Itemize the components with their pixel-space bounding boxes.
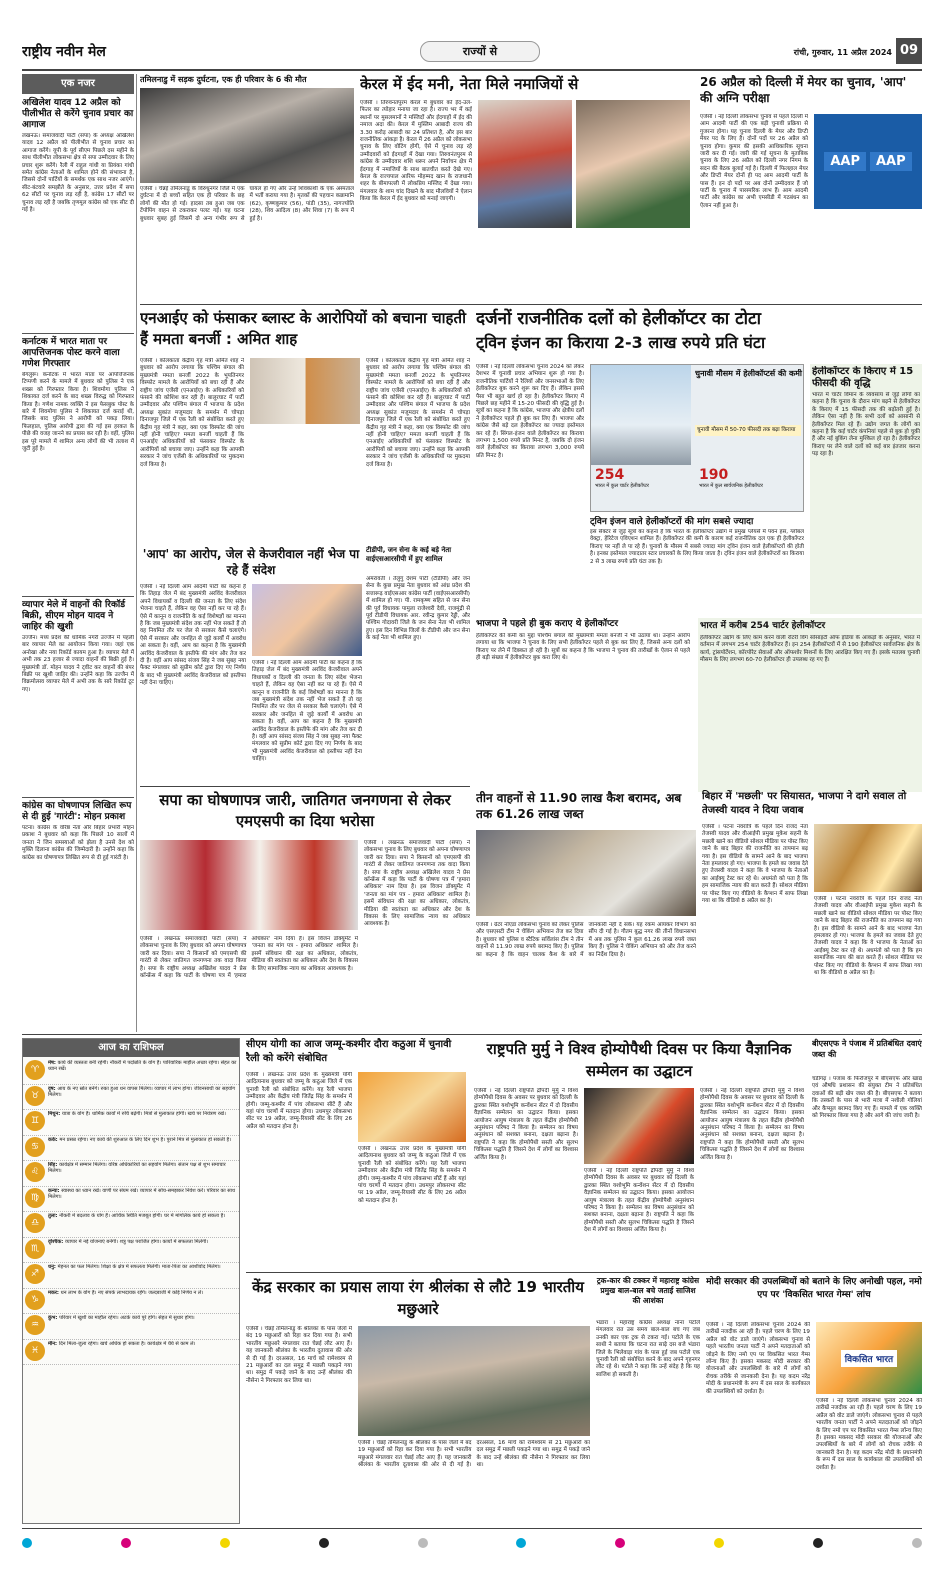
zodiac-icon: ♌	[25, 1162, 45, 1182]
tamilnadu-photo	[140, 88, 354, 183]
rashifal-row	[23, 1187, 239, 1213]
india-helicopter-heading: भारत में करीब 254 चार्टर हेलीकॉप्टर	[700, 621, 826, 631]
bihar-body-col1	[702, 824, 808, 1028]
zodiac-name: मेष:	[48, 1060, 58, 1066]
ek-nazar-item	[22, 596, 134, 793]
kerala-headline: केरल में ईद मनी, नेता मिले नमाजियों से	[360, 75, 579, 93]
rashifal-row	[23, 1314, 239, 1340]
ek-nazar-item	[22, 797, 134, 945]
rashifal-list	[23, 1057, 239, 1367]
modi-story	[706, 1276, 922, 1524]
kejriwal-body: एजेंसी । नई दिल्ली आम आदमी पार्टी का कहना है कि तिहाड़ जेल में बंद मुख्यमंत्री अरविंद केजरीवाल अपने विधायकों व दिल्ली की जनता के लिए संदेश भेजना चाहते हैं, लेकिन वह ऐसा नहीं कर पा रहे हैं। ऐसे में कानून व राजनीति के कई विशेषज्ञों का मानना है कि जब मुख्यमंत्री संदेश तक नहीं भेज सकते हैं तो वह नियमित तौर पर जेल से सरकार कैसे चलाएंगे। ऐसे में सरकार और जनहित से जुड़े कार्यों में अवरोध आ सकता है। वहीं, आप का कहना है कि मुख्यमंत्री अरविंद केजरीवाल के इस्तीफे की मांग और तेज कर दी है। वहीं आप सांसद संजय सिंह ने जब सुबह नया फैक्ट मंगलवार को सुप्रीम कोर्ट द्वारा दिए गए निर्णय के बाद भी मुख्यमंत्री अरविंद केजरीवाल को इस्तीफा नहीं देना चाहिए।	[252, 660, 362, 763]
ek-nazar-header: एक नजर	[22, 74, 134, 94]
helicopter-body-col1	[476, 364, 584, 612]
tdp-body: अमरावती । तेलुगु देशम पार्टी (टीडीपी) और जन सेना के कुछ प्रमुख नेता बुधवार को आंध्र प्रदेश की सत्तारूढ़ वाईएसआर कांग्रेस पार्टी (वाईएसआरसीपी) में शामिल हो गए। पी. रामकृष्ण सहित से जन सेना की पूर्व विधायक पामुला राजेश्वरी देवी, राजमुंद्री से पूर्व टीडीपी विधायक आर. रवीन्द्र कुमार रेड्डी, और पश्चिम गोदावरी जिले के जन सेना नेता भी शामिल हुए। इस दिन विभिन्न जिलों के टीडीपी और जन सेना के कई नेता भी शामिल हुए।	[366, 576, 470, 642]
yogi-body-col2	[358, 1146, 466, 1268]
tdp-story	[366, 546, 470, 782]
rashifal-row	[23, 1085, 239, 1111]
stat-1-label: भारत में कुल चार्टर हेलीकॉप्टर	[595, 483, 649, 489]
tamilnadu-story	[140, 74, 354, 302]
section-title: राज्यों से	[462, 45, 498, 58]
mamata-story	[140, 308, 470, 543]
zodiac-icon: ♈	[25, 1060, 45, 1080]
ek-nazar-item-body: लखनऊ। समाजवादी पार्टी (सपा) के अध्यक्ष अखिलेश यादव 12 अप्रैल को पीलीभीत से चुनाव प्रचार का आगाज करेंगे। यूपी के पूर्व सीएम पिछले दस महीने के साथ पीलीभीत लोकसभा क्षेत्र से सपा उम्मीदवार के लिए प्रचार शुरू करेंगे। रैली में राहुल गांधी या प्रियंका गांधी समेत कांग्रेस नेताओं के शामिल होने की संभावना है, जिससे दोनों पार्टियों के समर्थक एक साथ नजर आएंगे। सीट-बंटवारे समझौते के अनुसार, उत्तर प्रदेश में सपा 62 सीटों पर चुनाव लड़ रही है, कांग्रेस 17 सीटों पर चुनाव लड़ रही है जबकि तृणमूल कांग्रेस को एक सीट दी गई है।	[22, 133, 134, 214]
zodiac-icon: ♑	[25, 1290, 45, 1310]
delhi-mayor-photo	[814, 114, 922, 209]
kejriwal-photo	[252, 584, 362, 656]
rashifal-row	[23, 1161, 239, 1187]
modi-body-col2	[816, 1398, 922, 1522]
masthead-rule	[22, 69, 922, 71]
zodiac-name: तुला:	[48, 1213, 60, 1219]
kejriwal-story	[140, 546, 362, 782]
punjab-story	[812, 1038, 922, 1270]
maharashtra-headline: ट्रक-कार की टक्कर में महाराष्ट्र कांग्रेस प्रमुख बाल-बाल बचे जताई साजिश की आशंका	[596, 1276, 700, 1305]
zodiac-name: कर्क:	[48, 1136, 60, 1143]
stat-1-value: 254	[595, 467, 625, 483]
rashifal-row	[23, 1263, 239, 1289]
rashifal-text: वृश्चिक: व्यापार में नई योजनाएं बनेंगी। शत्रु पक्ष पराजित होगा। कार्यों में सफलता मिलेगी।	[48, 1238, 209, 1245]
zodiac-icon: ♐	[25, 1264, 45, 1284]
zodiac-icon: ♉	[25, 1086, 45, 1106]
helicopter-sidebar-heading: हेलीकॉप्टर के किराए में 15 फीसदी की वृद्धि	[812, 366, 914, 389]
zodiac-icon: ♒	[25, 1315, 45, 1335]
sapa-body-bottom	[140, 936, 358, 1028]
modi-body: एजेंसी । नई दिल्ली लोकसभा चुनाव 2024 की तारीखें नजदीक आ रही हैं। पहले चरण के लिए 19 अप्रैल को वोट डाले जाएंगे। लोकसभा चुनाव से पहले भारतीय जनता पार्टी ने अपने मतदाताओं को जोड़ने के लिए नमो एप पर विकसित भारत गेम्स लॉन्च किए हैं। इसका मकसद मोदी सरकार की योजनाओं और उपलब्धियों के बारे में लोगों को रोचक तरीके से जानकारी देना है। यह कदम नरेंद्र मोदी के प्रधानमंत्री के रूप में दस साल के कार्यकाल की उपलब्धियों को दर्शाता है।	[816, 1398, 922, 1471]
fishermen-body-bottom	[358, 1440, 590, 1522]
kejriwal-headline: 'आप' का आरोप, जेल से केजरीवाल नहीं भेज पा रहे हैं संदेश	[142, 547, 360, 577]
fishermen-body: एजेंसी । चेन्नई तमिलनाडु के श्रीलंका के पास जेलों में बंद 19 मछुआरों को रिहा कर दिया गया है। सभी भारतीय मछुआरे मंगलवार रात चेन्नई लौट आए हैं। यह जानकारी श्रीलंका के भारतीय दूतावास की ओर से दी गई है। दरअसल, 16 मार्च को रामेश्वरम से 21 मछुआरों का दल समुद्र में मछली पकड़ने गया था। समुद्र में पकड़े जाने के बाद उन्हें श्रीलंका की नौसेना ने गिरफ्तार कर लिया था।	[246, 1326, 352, 1384]
zodiac-name: मकर:	[48, 1289, 61, 1296]
rashifal-text: कुंभ: परिवार में खुशी का माहौल रहेगा। अटके कार्य पूरे होंगे। सेहत में सुधार होगा।	[48, 1315, 195, 1321]
zodiac-icon: ♊	[25, 1111, 45, 1131]
zodiac-name: मीन:	[48, 1340, 59, 1347]
maharashtra-story	[596, 1276, 700, 1524]
ek-nazar-column	[22, 74, 134, 1032]
modi-body-col1	[706, 1322, 810, 1522]
rashifal-text: मकर: धन लाभ के योग हैं। नए संपर्क लाभदायक रहेंगे। जल्दबाजी में कोई निर्णय न लें।	[48, 1289, 204, 1296]
ek-nazar-item-title: कांग्रेस का घोषणापत्र लिखित रूप से दी हुई 'गारंटी': मोहन प्रकाश	[22, 801, 132, 822]
sapa-body: एजेंसी । लखनऊ समाजवादी पार्टी (सपा) ने लोकसभा चुनाव के लिए बुधवार को अपना घोषणापत्र जारी कर दिया। सपा ने किसानों को एमएसपी की गारंटी से लेकर जातिगत जनगणना तक वादा किया है। सपा के राष्ट्रीय अध्यक्ष अखिलेश यादव ने प्रेस कॉन्फ्रेंस में कहा कि पार्टी के घोषणा पत्र में 'हमारा अधिकार' नाम दिया है। इस विजन डॉक्यूमेंट में 'जनता का मांग पत्र - हमारा अधिकार' शामिल है। इसमें संविधान की रक्षा का अधिकार, लोकतंत्र, मीडिया की स्वतंत्रता का अधिकार और देश के विकास के लिए सामाजिक न्याय का अधिकार आवश्यक है।	[364, 840, 470, 928]
helicopter-sub1-heading: ट्विन इंजन वाले हेलीकॉप्टरों की मांग सबसे ज्यादा	[590, 517, 754, 527]
murmu-story	[474, 1038, 804, 1270]
bihar-body-col2	[814, 896, 922, 1028]
rashifal-text: मेष: कार्य की व्यस्तता बनी रहेगी। नौकरी में पदोन्नति के योग हैं। पारिवारिक माहौल अच्छा रहेगा। सेहत का ध्यान रखें।	[48, 1060, 237, 1073]
modi-body: एजेंसी । नई दिल्ली लोकसभा चुनाव 2024 की तारीखें नजदीक आ रही हैं। पहले चरण के लिए 19 अप्रैल को वोट डाले जाएंगे। लोकसभा चुनाव से पहले भारतीय जनता पार्टी ने अपने मतदाताओं को जोड़ने के लिए नमो एप पर विकसित भारत गेम्स लॉन्च किए हैं। इसका मकसद मोदी सरकार की योजनाओं और उपलब्धियों के बारे में लोगों को रोचक तरीके से जानकारी देना है। यह कदम नरेंद्र मोदी के प्रधानमंत्री के रूप में दस साल के कार्यकाल की उपलब्धियों को दर्शाता है।	[706, 1322, 810, 1395]
fishermen-story	[246, 1276, 590, 1524]
mamata-headline: एनआईए को फंसाकर ब्लास्ट के आरोपियों को बचाना चाहती हैं ममता बनर्जी : अमित शाह	[140, 309, 466, 348]
delhi-mayor-story	[700, 74, 922, 304]
sapa-headline: सपा का घोषणापत्र जारी, जातिगत जनगणना से लेकर एमएसपी का दिया भरोसा	[159, 791, 451, 830]
murmu-body: एजेंसी । नई दिल्ली राष्ट्रपति द्रौपदी मुर्मु ने विश्व होम्योपैथी दिवस के अवसर पर बुधवार को दिल्ली के द्वारका स्थित यशोभूमि कन्वेंशन सेंटर में दो दिवसीय वैज्ञानिक सम्मेलन का उद्घाटन किया। इसका आयोजन आयुष मंत्रालय के तहत केंद्रीय होम्योपैथी अनुसंधान परिषद ने किया है। सम्मेलन का विषय अनुसंधान को सशक्त बनाना, दक्षता बढ़ाना है। राष्ट्रपति ने कहा कि होम्योपैथी सस्ती और सुलभ चिकित्सा पद्धति है जिसने देश में लोगों का विश्वास अर्जित किया है।	[700, 1088, 804, 1161]
helicopter-story	[476, 308, 922, 798]
rashifal-header: आज का राशिफल	[23, 1039, 239, 1057]
yogi-body-col1	[246, 1072, 352, 1268]
helicopter-graphic-title: चुनावी मौसम में हेलीकॉप्टर्स की कमी	[695, 369, 802, 378]
rashifal-text: मिथुन: यात्रा के योग हैं। धार्मिक कार्यों में रुचि बढ़ेगी। मित्रों से मुलाकात होगी। खर्च पर नियंत्रण रखें।	[48, 1111, 226, 1117]
india-helicopter-section	[698, 618, 922, 792]
delhi-mayor-body: एजेंसी । नई दिल्ली लोकसभा चुनाव से पहले दिल्ली में आम आदमी पार्टी की एक बड़ी चुनावी प्रक्रिया से गुजरना होगा। यह चुनाव दिल्ली के मेयर और डिप्टी मेयर पद के लिए है। दोनों पदों पर 26 अप्रैल को चुनाव होगा। कुमार की इसकी आधिकारिक सूचना जारी कर दी गई। जारी की गई सूचना के मुताबिक चुनाव के लिए 26 अप्रैल को दिल्ली नगर निगम के सदन की बैठक बुलाई गई है। दिल्ली में फिलहाल मेयर और डिप्टी मेयर दोनों ही पद आम आदमी पार्टी के पास हैं। इन दो पदों पर अब दोनों उम्मीदवार हैं जो पार्टी के चुनाव में पारस्परिक लाभ हैं। आम आदमी पार्टी और कांग्रेस का अभी एमसीडी में गठबंधन का ऐलान नहीं हुआ है।	[700, 114, 808, 209]
color-registration-strip	[22, 1536, 922, 1550]
zodiac-name: मिथुन:	[48, 1111, 62, 1117]
dateline: रांची, गुरुवार, 11 अप्रैल 2024	[793, 48, 892, 57]
rashifal-row	[23, 1110, 239, 1136]
ek-nazar-item-title: अखिलेश यादव 12 अप्रैल को पीलीभीत से करेंगे चुनाव प्रचार का आगाज	[22, 98, 134, 130]
kerala-body-col1	[360, 100, 472, 300]
fishermen-body: एजेंसी । चेन्नई तमिलनाडु के श्रीलंका के पास जेलों में बंद 19 मछुआरों को रिहा कर दिया गया है। सभी भारतीय मछुआरे मंगलवार रात चेन्नई लौट आए हैं। यह जानकारी श्रीलंका के भारतीय दूतावास की ओर से दी गई है। दरअसल, 16 मार्च को रामेश्वरम से 21 मछुआरों का दल समुद्र में मछली पकड़ने गया था। समुद्र में पकड़े जाने के बाद उन्हें श्रीलंका की नौसेना ने गिरफ्तार कर लिया था।	[358, 1440, 590, 1469]
rashifal-row	[23, 1289, 239, 1315]
rashifal-row	[23, 1059, 239, 1085]
rashifal-text: वृष: आय के नए स्रोत बनेंगे। रुका हुआ धन वापस मिलेगा। व्यापार में लाभ होगा। जीवनसाथी का सहयोग मिलेगा।	[48, 1085, 236, 1098]
tdp-headline: टीडीपी, जन सेना के कई बड़े नेता वाईएसआरसीपी में हुए शामिल	[366, 546, 452, 563]
zodiac-icon: ♎	[25, 1213, 45, 1233]
stat-2-value: 190	[699, 467, 729, 483]
modi-graphic	[816, 1322, 922, 1394]
ek-nazar-item-title: कर्नाटक में भारत माता पर आपत्तिजनक पोस्ट करने वाला गणेश गिरफ्तार	[22, 337, 120, 369]
sapa-body-col3	[364, 840, 470, 1028]
cash-headline: तीन वाहनों से 11.90 लाख कैश बरामद, अब तक 61.26 लाख जब्त	[476, 791, 682, 821]
ek-nazar-item	[22, 333, 134, 592]
helicopter-stat-2	[699, 467, 799, 489]
helicopter-sidebar	[810, 364, 922, 614]
kejriwal-body: एजेंसी । नई दिल्ली आम आदमी पार्टी का कहना है कि तिहाड़ जेल में बंद मुख्यमंत्री अरविंद केजरीवाल अपने विधायकों व दिल्ली की जनता के लिए संदेश भेजना चाहते हैं, लेकिन वह ऐसा नहीं कर पा रहे हैं। ऐसे में कानून व राजनीति के कई विशेषज्ञों का मानना है कि जब मुख्यमंत्री संदेश तक नहीं भेज सकते हैं तो वह नियमित तौर पर जेल से सरकार कैसे चलाएंगे। ऐसे में सरकार और जनहित से जुड़े कार्यों में अवरोध आ सकता है। वहीं, आप का कहना है कि मुख्यमंत्री अरविंद केजरीवाल के इस्तीफे की मांग और तेज कर दी है। वहीं आप सांसद संजय सिंह ने जब सुबह नया फैक्ट मंगलवार को सुप्रीम कोर्ट द्वारा दिए गए निर्णय के बाद भी मुख्यमंत्री अरविंद केजरीवाल को इस्तीफा नहीं देना चाहिए।	[140, 584, 246, 687]
sapa-story	[140, 790, 470, 1030]
tamilnadu-headline: तमिलनाडु में सड़क दुर्घटना, एक ही परिवार के 6 की मौत	[140, 75, 307, 84]
tamilnadu-body: एजेंसी । चेन्नई तमिलनाडु के विरुधुनगर जिले में एक दुर्घटना में दो बच्चों सहित एक ही परिवार के छह लोगों की मौत हो गई। हादसा तब हुआ जब एक टेंपोपिंग वाहन से टकराकर पलट गई। यह घटना बुधवार सुबह हुई जिसमें दो अन्य गंभीर रूप से घायल हो गए और उन्हें शिवकाशी के एक अस्पताल में भर्ती कराया गया है। मृतकों की पहचान कन्नामानि (62), कृष्णकुमार (56), पांडी (35), नागज्योति (28), शिव आदित्य (8) और शिवा (7) के रूप में हुई है।	[140, 186, 354, 222]
ek-nazar-item-body: पटना। कांग्रेस के वरिष्ठ नेता और बिहार प्रभारी मोहन प्रकाश ने बुधवार को कहा कि पिछले 10 सालों में जनता ने जिन समस्याओं को झेला है उनसे देश को मुक्ति दिलाना कांग्रेस की जिम्मेदारी है। उन्होंने कहा कि कांग्रेस का घोषणापत्र लिखित रूप से दी हुई गारंटी है।	[22, 825, 134, 861]
kerala-photo-1	[478, 100, 572, 228]
modi-graphic-text: विकसित भारत	[841, 1350, 897, 1367]
rashifal-text: कर्क: मन प्रसन्न रहेगा। नए कार्य की शुरुआत के लिए दिन शुभ है। पुराने मित्र से मुलाकात हो सकती है।	[48, 1136, 232, 1143]
zodiac-name: वृष:	[48, 1085, 58, 1092]
helicopter-image	[591, 365, 691, 465]
zodiac-name: कन्या:	[48, 1187, 62, 1194]
zodiac-icon: ♋	[25, 1137, 45, 1157]
delhi-mayor-body-col1	[700, 114, 808, 302]
horizontal-rule	[140, 786, 470, 787]
zodiac-name: सिंह:	[48, 1162, 60, 1168]
page-number: 09	[896, 38, 922, 64]
rashifal-text: कन्या: स्वास्थ्य का ध्यान रखें। वाणी पर संयम रखें। व्यापार में सोच-समझकर निवेश करें। परिवार का साथ मिलेगा।	[48, 1187, 236, 1200]
mamata-body: एजेंसी । कोलकाता केंद्रीय गृह मंत्री अमित शाह ने बुधवार को आरोप लगाया कि पश्चिम बंगाल की मुख्यमंत्री ममता बनर्जी 2022 के भूपतिनगर विस्फोट मामले के आरोपियों को बचा रही हैं और राष्ट्रीय जांच एजेंसी (एनआईए) के अधिकारियों को फंसाने की कोशिश कर रही हैं। बालुरघाट में पार्टी उम्मीदवार और पश्चिम बंगाल में भाजपा के प्रदेश अध्यक्ष सुकांत मजूमदार के समर्थन में चोपड़ा दिनाजपुर जिले में एक रैली को संबोधित करते हुए केंद्रीय गृह मंत्री ने कहा, क्या एक विस्फोट की जांच नहीं होनी चाहिए? ममता बनर्जी चाहती हैं कि एनआईए अधिकारियों को फंसाकर विस्फोट के आरोपियों को बचाया जाए। उन्होंने कहा कि आपकी सरकार ने जांच एजेंसी के अधिकारियों पर मुकदमा दर्ज किया है।	[366, 358, 470, 468]
paper-name: राष्ट्रीय नवीन मेल	[22, 44, 106, 60]
bjp-helicopter-heading: भाजपा ने पहले ही बुक कराए थे हेलीकॉप्टर	[476, 619, 619, 629]
murmu-body-col3	[700, 1088, 804, 1268]
helicopter-headline-main: ट्विन इंजन का किराया 2-3 लाख रुपये प्रति घंटा	[476, 333, 766, 352]
zodiac-name: वृश्चिक:	[48, 1238, 65, 1245]
rashifal-text: तुला: नौकरी में बदलाव के योग हैं। आर्थिक स्थिति मजबूत होगी। घर में मांगलिक कार्य हो सकता है।	[48, 1213, 226, 1219]
zodiac-icon: ♏	[25, 1239, 45, 1259]
bjp-helicopter-section	[476, 618, 690, 792]
zodiac-name: कुंभ:	[48, 1315, 60, 1321]
zodiac-icon: ♍	[25, 1188, 45, 1208]
zodiac-icon: ♓	[25, 1341, 45, 1361]
yogi-body: एजेंसी । लखनऊ उत्तर प्रदेश के मुख्यमंत्री योगी आदित्यनाथ बुधवार को जम्मू के कठुआ जिले में एक चुनावी रैली को संबोधित करेंगे। यह रैली भाजपा उम्मीदवार और केंद्रीय मंत्री जितेंद्र सिंह के समर्थन में होगी। जम्मू-कश्मीर में पांच लोकसभा सीटें हैं और यहां पांच चरणों में मतदान होगा। उधमपुर लोकसभा सीट पर 19 अप्रैल, जम्मू-रियासी सीट के लिए 26 अप्रैल को मतदान होना है।	[246, 1072, 352, 1130]
rashifal-text: सिंह: कार्यक्षेत्र में सम्मान मिलेगा। वरिष्ठ अधिकारियों का सहयोग मिलेगा। संतान पक्ष से शुभ समाचार मिलेगा।	[48, 1162, 226, 1175]
helicopter-body: एजेंसी । नई दिल्ली लोकसभा चुनाव 2024 को लेकर देशभर में चुनावी प्रचार अभियान शुरू हो गया है। राजनीतिक पार्टियों ने रैलियों और जनसभाओं के लिए हेलीकॉप्टर बुक करने शुरू कर दिए हैं। लेकिन इससे पैसा भी बहुत खर्च हो रहा है। हेलीकॉप्टर किराए में पिछले छह महीने में 15-20 फीसदी की वृद्धि हुई है। सूत्रों का कहना है कि कांग्रेस, भाजपा और क्षेत्रीय दलों ने हेलीकॉप्टर पहले ही बुक कर लिए हैं। भाजपा और कांग्रेस जैसे बड़े दल हेलीकॉप्टर का ज्यादा इस्तेमाल कर रहे हैं। सिंगल-इंजन वाले हेलीकॉप्टर का किराया लगभग 1,500 रुपये प्रति मिनट है, जबकि दो इंजन वाले हेलीकॉप्टर का किराया लगभग 3,000 रुपये प्रति मिनट है।	[476, 364, 584, 459]
fishermen-body-col1	[246, 1326, 352, 1522]
fishermen-photo	[358, 1326, 590, 1436]
footer-rule	[22, 1528, 922, 1529]
rashifal-box	[22, 1038, 240, 1524]
mamata-body: एजेंसी । कोलकाता केंद्रीय गृह मंत्री अमित शाह ने बुधवार को आरोप लगाया कि पश्चिम बंगाल की मुख्यमंत्री ममता बनर्जी 2022 के भूपतिनगर विस्फोट मामले के आरोपियों को बचा रही हैं और राष्ट्रीय जांच एजेंसी (एनआईए) के अधिकारियों को फंसाने की कोशिश कर रही हैं। बालुरघाट में पार्टी उम्मीदवार और पश्चिम बंगाल में भाजपा के प्रदेश अध्यक्ष सुकांत मजूमदार के समर्थन में चोपड़ा दिनाजपुर जिले में एक रैली को संबोधित करते हुए केंद्रीय गृह मंत्री ने कहा, क्या एक विस्फोट की जांच नहीं होनी चाहिए? ममता बनर्जी चाहती हैं कि एनआईए अधिकारियों को फंसाकर विस्फोट के आरोपियों को बचाया जाए। उन्होंने कहा कि आपकी सरकार ने जांच एजेंसी के अधिकारियों पर मुकदमा दर्ज किया है।	[140, 358, 244, 468]
yogi-headline: सीएम योगी का आज जम्मू-कश्मीर दौरा कठुआ में चुनावी रैली को करेंगे संबोधित	[246, 1039, 452, 1064]
murmu-body: एजेंसी । नई दिल्ली राष्ट्रपति द्रौपदी मुर्मु ने विश्व होम्योपैथी दिवस के अवसर पर बुधवार को दिल्ली के द्वारका स्थित यशोभूमि कन्वेंशन सेंटर में दो दिवसीय वैज्ञानिक सम्मेलन का उद्घाटन किया। इसका आयोजन आयुष मंत्रालय के तहत केंद्रीय होम्योपैथी अनुसंधान परिषद ने किया है। सम्मेलन का विषय अनुसंधान को सशक्त बनाना, दक्षता बढ़ाना है। राष्ट्रपति ने कहा कि होम्योपैथी सस्ती और सुलभ चिकित्सा पद्धति है जिसने देश में लोगों का विश्वास अर्जित किया है।	[474, 1088, 578, 1161]
rashifal-row	[23, 1340, 239, 1366]
rashifal-row	[23, 1212, 239, 1238]
ek-nazar-item-body: उज्जैन। मध्य प्रदेश की धार्मिक नगरी उज्जैन में पहली बार व्यापार मेले का आयोजन किया गया। जहां एक अनोखा और नया रिकॉर्ड कायम हुआ है। व्यापार मेले में अभी तक 23 हजार से ज्यादा वाहनों की बिक्री हुई है। मुख्यमंत्री डॉ. मोहन यादव ने ट्वीट कर वाहनों की बंपर बिक्री पर खुशी जाहिर की। उन्होंने कहा कि उज्जैन में विक्रमोत्सव व्यापार मेले में अभी तक के सारे रिकॉर्ड टूट गए।	[22, 635, 134, 693]
mamata-body-col1	[140, 358, 244, 488]
rashifal-row	[23, 1238, 239, 1264]
delhi-mayor-headline: 26 अप्रैल को दिल्ली में मेयर का चुनाव, 'आप' की अग्नि परीक्षा	[700, 75, 907, 105]
helicopter-graphic-note: चुनावी मौसम में 50-70 फीसदी तक बढ़ा किराया	[695, 425, 801, 436]
rashifal-row	[23, 1136, 239, 1162]
india-helicopter-body: हेलीकॉप्टर उद्योग के लिए काम करने वाली रोटरी विंग सोसाइटी ऑफ इंडिया के आंकड़ों के अनुसार, भारत में वर्तमान में लगभग 254 चार्टर हेलीकॉप्टर हैं। इन 254 हेलीकॉप्टरों में से 190 हेलीकॉप्टर सार्वजनिक क्षेत्र के कार्य, ट्रांसपोर्टेशन, कॉरपोरेट सेवाओं और ऑफशोर मिशनों के लिए आरक्षित किए गए हैं। इसके मतलब चुनावी मौसम के लिए लगभग 60-70 हेलीकॉप्टर ही उपलब्ध रह गए हैं।	[700, 635, 920, 664]
murmu-photo	[584, 1088, 694, 1164]
modi-headline: मोदी सरकार की उपलब्धियों को बताने के लिए अनोखी पहल, नमो एप पर 'विकसित भारत गेम्स' लांच	[706, 1277, 922, 1300]
horizontal-rule	[22, 1034, 922, 1035]
rashifal-text: मीन: दिन मिला-जुला रहेगा। खर्च अधिक हो सकता है। कार्यक्षेत्र में धैर्य से काम लें।	[48, 1340, 196, 1347]
helicopter-graphic	[590, 364, 804, 512]
ek-nazar-item-title: व्यापार मेले में वाहनों की रिकॉर्ड बिक्री, सीएम मोहन यादव ने जाहिर की खुशी	[22, 600, 126, 632]
column-rule	[136, 74, 137, 1032]
aap-logo-text: AAP	[824, 152, 866, 171]
section-banner	[420, 41, 540, 62]
fishermen-headline: केंद्र सरकार का प्रयास लाया रंग श्रीलंका से लौटे 19 भारतीय मछुआरे	[252, 1278, 584, 1318]
aap-logo-text: AAP	[870, 152, 912, 171]
kerala-story	[360, 74, 690, 302]
stat-2-label: भारत में कुल सार्वजनिक हेलीकॉप्टर	[699, 483, 763, 489]
punjab-body: चंडीगढ़ । पंजाब के फिरोजपुर में बीएसएफ और खाद्य एवं औषधि प्रशासन की संयुक्त टीम ने प्रतिबंधित दवाओं की बड़ी खेप जब्त की है। बीएसएफ ने बताया कि तस्करों के पास से भारी मात्रा में नशीली गोलियां और कैप्सूल बरामद किए गए हैं। मामले में एक व्यक्ति को गिरफ्तार किया गया है और आगे की जांच जारी है।	[812, 1076, 922, 1120]
kejriwal-body-col1	[140, 584, 246, 780]
murmu-headline: राष्ट्रपति मुर्मु ने विश्व होम्योपैथी दिवस पर किया वैज्ञानिक सम्मेलन का उद्घाटन	[486, 1040, 792, 1080]
helicopter-headline-top: दर्जनों राजनीतिक दलों को हेलीकॉप्टर का टोटा	[476, 309, 762, 329]
zodiac-name: धनु:	[48, 1264, 58, 1270]
bihar-photo	[814, 824, 922, 892]
murmu-body: एजेंसी । नई दिल्ली राष्ट्रपति द्रौपदी मुर्मु ने विश्व होम्योपैथी दिवस के अवसर पर बुधवार को दिल्ली के द्वारका स्थित यशोभूमि कन्वेंशन सेंटर में दो दिवसीय वैज्ञानिक सम्मेलन का उद्घाटन किया। इसका आयोजन आयुष मंत्रालय के तहत केंद्रीय होम्योपैथी अनुसंधान परिषद ने किया है। सम्मेलन का विषय अनुसंधान को सशक्त बनाना, दक्षता बढ़ाना है। राष्ट्रपति ने कहा कि होम्योपैथी सस्ती और सुलभ चिकित्सा पद्धति है जिसने देश में लोगों का विश्वास अर्जित किया है।	[584, 1168, 694, 1234]
murmu-body-col1	[474, 1088, 578, 1268]
sapa-photo	[140, 840, 358, 930]
yogi-story	[246, 1038, 466, 1270]
bihar-headline: बिहार में 'मछली' पर सियासत, भाजपा ने दागे सवाल तो तेजस्वी यादव ने दिया जवाब	[702, 791, 907, 816]
mamata-body-col3	[366, 358, 470, 540]
horizontal-rule	[246, 1272, 922, 1273]
helicopter-sub1-body: इस सेक्टर से जुड़े सूत्रों का कहना है कि भारत के हेलीकॉप्टर उद्योग में प्रमुख प्लेयर्स में पवन हंस, ग्लोबल वेक्ट्रा, हेरिटेज एविएशन शामिल हैं। हेलीकॉप्टर की कमी के कारण कई राजनीतिक दल एक ही हेलीकॉप्टर किराए पर नहीं ले पा रहे हैं। चुनावों के मौसम में सबसे ज्यादा मांग ट्विन इंजन वाले हेलीकॉप्टरों की होती है। इनका इस्तेमाल ज्यादातर स्टार प्रचारकों के लिए किया जाता है। ट्विन इंजन वाले हेलीकॉप्टरों का किराया 2 से 3 लाख रुपये प्रति घंटा तक है।	[590, 529, 804, 565]
ek-nazar-item-body: बेंगलुरू। कर्नाटक में भारत माता पर आपत्तिजनक टिप्पणी करने के मामले में बुधवार को पुलिस ने एक शख्स को गिरफ्तार किया है। शिवमोगा पुलिस ने शिकायत दर्ज करने के बाद शख्स विरुद्ध को गिरफ्तार किया है। गणेश नामक व्यक्ति ने इस फेसबुक पोस्ट के बारे में शिवमोगा पुलिस ने शिकायत दर्ज कराई थी, जिसके बाद पुलिस ने आरोपी को पकड़ लिया। फिलहाल, पुलिस आरोपी द्वारा की गई इस हरकत के पीछे की वजह जानने का प्रयास कर रही है। वहीं, पुलिस इस पूरे मामले में शामिल अन्य लोगों की भी तलाश में जुटी हुई है।	[22, 372, 134, 453]
kerala-body: एजेंसी । तिरुवनंतपुरम केरल में बुधवार को ईद-उल-फितर का त्योहार मनाया जा रहा है। राज्य भर में कई स्थानों पर मुसलमानों ने मस्जिदों और ईदगाहों में ईद की नमाज अदा की। केरल में मुस्लिम आबादी राज्य की 3.30 करोड़ आबादी का 24 प्रतिशत है, और इस बार राजनीतिक आंकड़ा है। केरल में 26 अप्रैल को लोकसभा चुनाव के लिए वोटिंग होगी, ऐसे में चुनाव लड़ रहे उम्मीदवारों को ईदगाहों में देखा गया। तिरुवनंतपुरम से कांग्रेस के उम्मीदवार शशि थरूर अपने निर्वाचन क्षेत्र में ईदगाह में नमाजियों के साथ बातचीत करते देखे गए। केरल के राज्यपाल आरिफ मोहम्मद खान के राजधानी शहर के बीमापल्ली में लोकप्रिय मस्जिद में देखा गया। मंगलवार के शाम चांद दिखने के बाद मौलवियों ने ऐलान किया कि केरल में ईद बुधवार को मनाई जाएगी।	[360, 100, 472, 203]
yogi-photo	[358, 1072, 466, 1142]
helicopter-subsection-1	[590, 516, 804, 612]
helicopter-sidebar-body: भारत में चार्टर विमान के व्यवसाय से जुड़े लोगों का कहना है कि चुनाव के दौरान मांग बढ़ने से हेलीकॉप्टर के किराए में 15 फीसदी तक की बढ़ोतरी हुई है। लेकिन ऐसा नहीं है कि सभी दलों को आसानी से हेलीकॉप्टर मिल रहे हैं। उद्योग जगत के लोगों का कहना है कि कई चार्टर कंपनियां पहले से बुक हो चुकी हैं और नई बुकिंग लेना मुश्किल हो रहा है। हेलीकॉप्टर किराए पर लेने वाले दलों को कई बार इंतजार करना पड़ रहा है।	[812, 392, 920, 458]
masthead	[22, 36, 922, 68]
bihar-story	[702, 790, 922, 1030]
ek-nazar-item	[22, 98, 134, 329]
murmu-body-col2	[584, 1168, 694, 1268]
punjab-headline: बीएसएफ ने पंजाब में प्रतिबंधित दवाएं जब्त की	[812, 1039, 922, 1059]
kerala-photo-2	[576, 100, 690, 228]
maharashtra-body: भंडारा । महाराष्ट्र कांग्रेस अध्यक्ष नाना पटोले मंगलवार रात उस समय बाल-बाल बच गए जब उनकी कार एक ट्रक से टकरा गई। पटोले के एक साथी ने बताया कि घटना रात साढ़े दस बजे भंडारा जिले के भिलेवाड़ा गांव के पास हुई जब पटोले एक चुनावी रैली को संबोधित करने के बाद अपने गृहनगर लौट रहे थे। पटोले ने कहा कि उन्हें संदेह है कि यह साजिश हो सकती है।	[596, 1320, 700, 1378]
yogi-body: एजेंसी । लखनऊ उत्तर प्रदेश के मुख्यमंत्री योगी आदित्यनाथ बुधवार को जम्मू के कठुआ जिले में एक चुनावी रैली को संबोधित करेंगे। यह रैली भाजपा उम्मीदवार और केंद्रीय मंत्री जितेंद्र सिंह के समर्थन में होगी। जम्मू-कश्मीर में पांच लोकसभा सीटें हैं और यहां पांच चरणों में मतदान होगा। उधमपुर लोकसभा सीट पर 19 अप्रैल, जम्मू-रियासी सीट के लिए 26 अप्रैल को मतदान होना है।	[358, 1146, 466, 1204]
cash-body: एजेंसी । ग्रेटर नोएडा लोकसभा चुनाव को लेकर पुलिस और एसएसटी टीम ने चेकिंग अभियान तेज कर दिया है। बुधवार को पुलिस व स्टैटिक सर्विलांस टीम ने तीन वाहनों से 11.90 लाख रुपये बरामद किए हैं। पुलिस का कहना है कि वाहन चालक कैश के बारे में जानकारी नहीं दे सके। यह रकम आयकर विभाग को सौंप दी गई है। गौतम बुद्ध नगर की तीनों विधानसभा में अब तक पुलिस ने कुल 61.26 लाख रुपये जब्त किए हैं। पुलिस ने चेकिंग अभियान को और तेज करने का निर्देश दिया है।	[476, 922, 696, 958]
bihar-body: एजेंसी । पटना नवरात्रि के पहले दिन राजद नेता तेजस्वी यादव और वीआईपी प्रमुख मुकेश सहनी के मछली खाने का वीडियो सोशल मीडिया पर पोस्ट किए जाने के बाद बिहार की राजनीति का तापमान बढ़ गया है। इस वीडियो के सामने आने के बाद भाजपा नेता हमलावर हो गए। भाजपा के हमले का जवाब देते हुए तेजस्वी यादव ने कहा कि वे भाजपा के नेताओं का आईक्यू टेस्ट कर रहे थे। अधमंतो को पता है कि हम सामाजिक न्याय की बात करते हैं। सोशल मीडिया पर पोस्ट किए गए वीडियो के कैप्शन में साफ लिखा गया था कि वीडियो 8 अप्रैल का है।	[814, 896, 922, 977]
cash-photo	[476, 830, 696, 916]
bihar-body: एजेंसी । पटना नवरात्रि के पहले दिन राजद नेता तेजस्वी यादव और वीआईपी प्रमुख मुकेश सहनी के मछली खाने का वीडियो सोशल मीडिया पर पोस्ट किए जाने के बाद बिहार की राजनीति का तापमान बढ़ गया है। इस वीडियो के सामने आने के बाद भाजपा नेता हमलावर हो गए। भाजपा के हमले का जवाब देते हुए तेजस्वी यादव ने कहा कि वे भाजपा के नेताओं का आईक्यू टेस्ट कर रहे थे। अधमंतो को पता है कि हम सामाजिक न्याय की बात करते हैं। सोशल मीडिया पर पोस्ट किए गए वीडियो के कैप्शन में साफ लिखा गया था कि वीडियो 8 अप्रैल का है।	[702, 824, 808, 905]
helicopter-stat-1	[595, 467, 695, 489]
bjp-helicopter-body: हेलीकॉप्टर की कमी का मुद्दा पश्चिम बंगाल की मुख्यमंत्री ममता बनर्जी ने भी उठाया था। उन्होंने आरोप लगाया था कि भाजपा ने चुनाव के लिए सभी हेलीकॉप्टर पहले से बुक कर लिए हैं, जिससे अन्य दलों को किराए पर लेने में दिक्कत हो रही है। सूत्रों का कहना है कि भाजपा ने चुनाव की तारीखों के ऐलान से पहले ही बड़ी संख्या में हेलीकॉप्टर बुक करा लिए थे।	[476, 633, 690, 662]
rashifal-text: धनु: मेहनत का फल मिलेगा। शिक्षा के क्षेत्र में सफलता मिलेगी। माता-पिता का आशीर्वाद मिलेगा।	[48, 1264, 221, 1270]
mamata-photo	[250, 358, 360, 424]
sapa-body: एजेंसी । लखनऊ समाजवादी पार्टी (सपा) ने लोकसभा चुनाव के लिए बुधवार को अपना घोषणापत्र जारी कर दिया। सपा ने किसानों को एमएसपी की गारंटी से लेकर जातिगत जनगणना तक वादा किया है। सपा के राष्ट्रीय अध्यक्ष अखिलेश यादव ने प्रेस कॉन्फ्रेंस में कहा कि पार्टी के घोषणा पत्र में 'हमारा अधिकार' नाम दिया है। इस विजन डॉक्यूमेंट में 'जनता का मांग पत्र - हमारा अधिकार' शामिल है। इसमें संविधान की रक्षा का अधिकार, लोकतंत्र, मीडिया की स्वतंत्रता का अधिकार और देश के विकास के लिए सामाजिक न्याय का अधिकार आवश्यक है।	[140, 936, 358, 980]
cash-story	[476, 790, 696, 1030]
horizontal-rule	[140, 304, 922, 305]
kejriwal-body-col2	[252, 660, 362, 780]
